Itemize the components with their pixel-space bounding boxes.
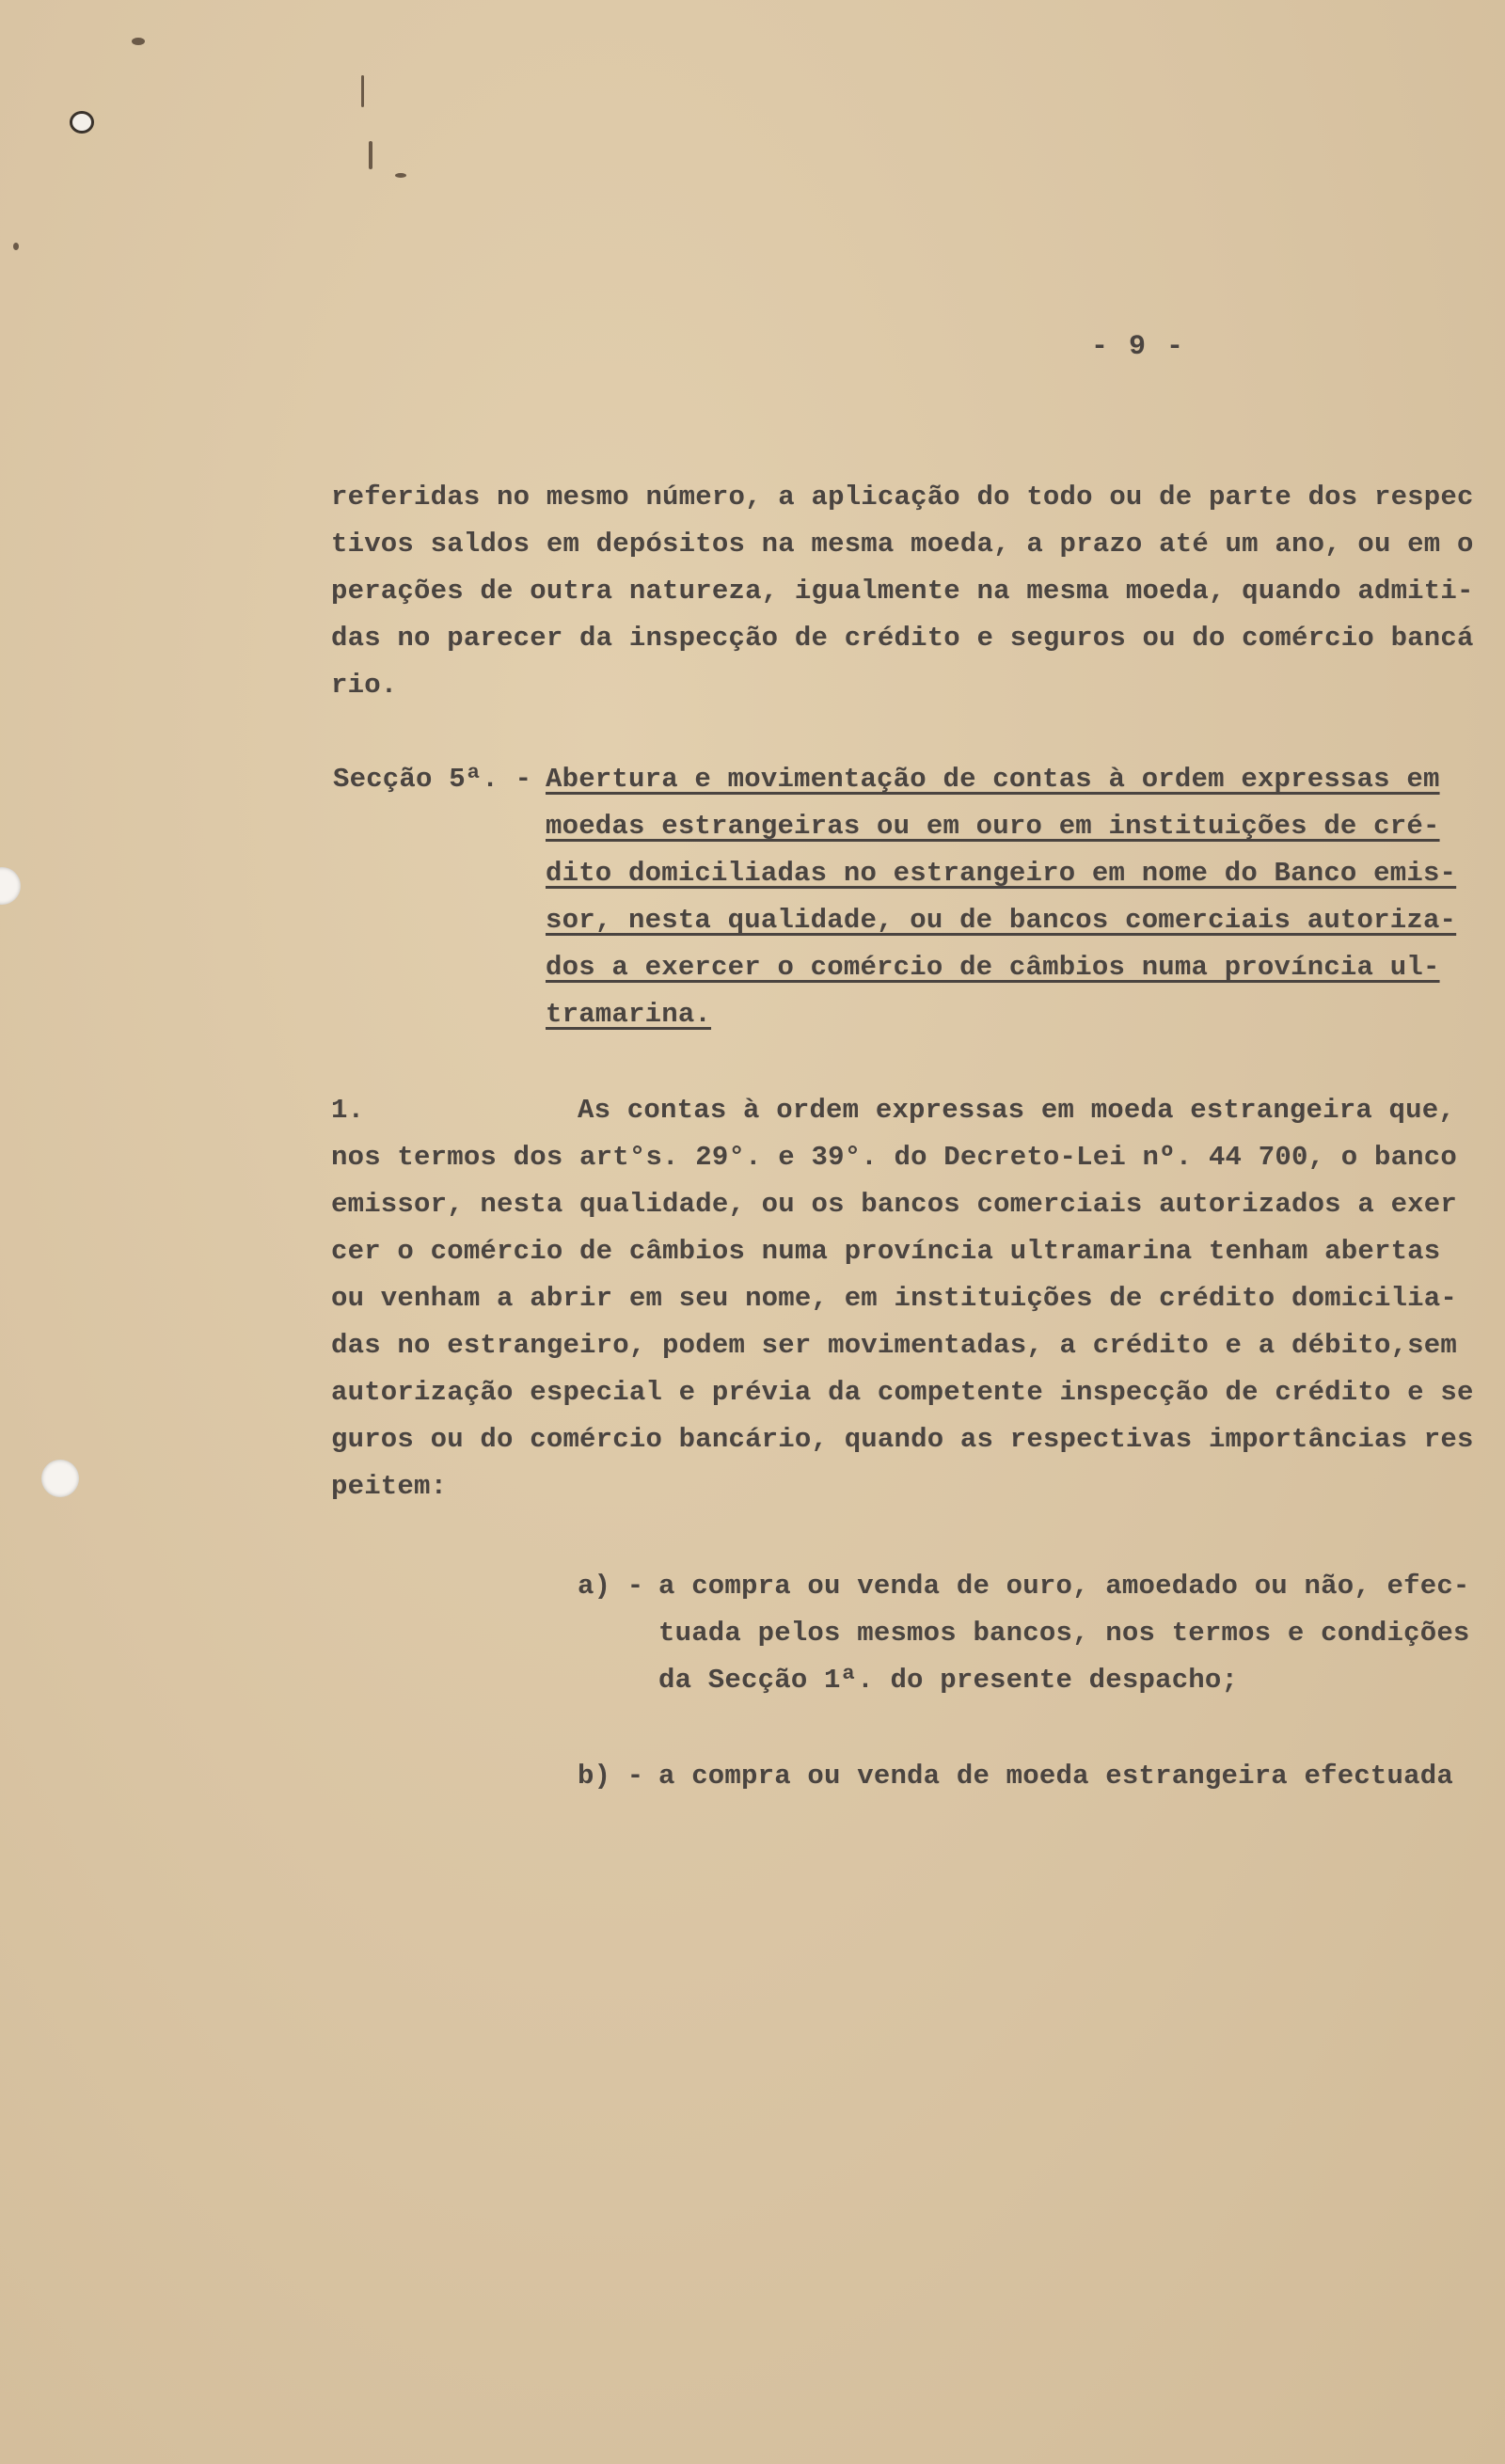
item-line: peitem: [331,1471,448,1502]
page-number: - 9 - [1091,331,1186,363]
punch-hole-top [0,867,21,905]
sub-item-line: a compra ou venda de ouro, amoedado ou não, efec- [658,1571,1470,1602]
section-title-line: dos a exercer o comércio de câmbios numa província ul- [546,952,1440,983]
paper-mark [13,243,19,250]
item-line: ou venham a abrir em seu nome, em instituições de crédito domicilia- [331,1283,1457,1314]
paper-mark [369,141,372,169]
section-title-line: Abertura e movimentação de contas à ordem expressas em [546,764,1440,795]
intro-line: referidas no mesmo número, a aplicação do todo ou de parte dos respec [331,482,1474,513]
intro-line: tivos saldos em depósitos na mesma moeda, a prazo até um ano, ou em o [331,529,1474,560]
section-label: Secção 5ª. - [333,764,532,795]
item-line: As contas à ordem expressas em moeda estrangeira que, [578,1095,1455,1126]
section-title-line: moedas estrangeiras ou em ouro em instituições de cré- [546,811,1440,842]
sub-item-line: a compra ou venda de moeda estrangeira efectuada [658,1761,1453,1792]
section-title-line: sor, nesta qualidade, ou de bancos comerciais autoriza- [546,905,1457,936]
item-number: 1. [331,1095,365,1126]
item-line: cer o comércio de câmbios numa província ultramarina tenham abertas [331,1236,1441,1267]
sub-item-label: b) - [578,1761,644,1792]
paper-mark [70,111,94,134]
item-line: emissor, nesta qualidade, ou os bancos comerciais autorizados a exer [331,1189,1457,1220]
paper-mark [395,173,406,178]
intro-line: das no parecer da inspecção de crédito e seguros ou do comércio bancá [331,623,1474,654]
intro-line: rio. [331,670,398,701]
sub-item-line: da Secção 1ª. do presente despacho; [658,1665,1239,1696]
paper-mark [132,38,145,45]
item-line: das no estrangeiro, podem ser movimentadas, a crédito e a débito,sem [331,1330,1457,1361]
section-title-line: dito domiciliadas no estrangeiro em nome do Banco emis- [546,858,1457,889]
sub-item-line: tuada pelos mesmos bancos, nos termos e condições [658,1618,1470,1649]
item-line: autorização especial e prévia da competente inspecção de crédito e se [331,1377,1474,1408]
punch-hole-bottom [41,1460,79,1497]
sub-item-label: a) - [578,1571,644,1602]
intro-line: perações de outra natureza, igualmente na mesma moeda, quando admiti- [331,576,1474,607]
section-title-line: tramarina. [546,999,712,1030]
paper-mark [361,75,364,107]
item-line: nos termos dos art°s. 29°. e 39°. do Decreto-Lei nº. 44 700, o banco [331,1142,1457,1173]
item-line: guros ou do comércio bancário, quando as respectivas importâncias res [331,1424,1474,1455]
